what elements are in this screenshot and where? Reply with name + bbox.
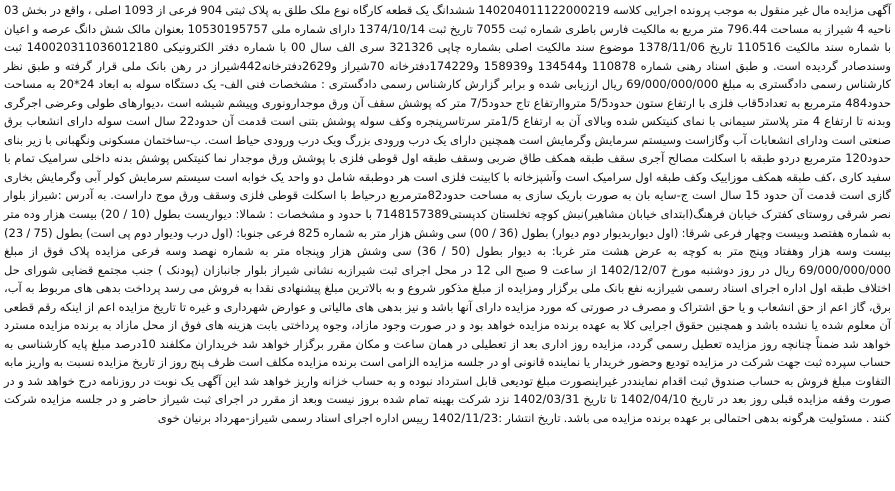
- auction-notice-text: آگهی مزایده مال غیر منقول به موجب پرونده اجرایی کلاسه 140204011122000219 ششدانگ یک قطعه کارگاه نوع ملک طلق به پلاک ثبتی 904 فرعی از 1093 اصلی ، واقع در بخش 03 ناحیه 4 شیراز به مساحت 796.44 متر مربع به مالکیت فارس باطری شماره ثبت 7055 تاریخ ثبت 1374/10/14 دارای شماره ملی 10530195757 بعنوان مالک شش دانگ عرصه و اعیان با شماره سند مالکیت 110516 تاریخ 1378/11/06 موضوع سند مالکیت اصلی بشماره چاپی 321326 سری الف سال 00 با شماره دفتر الکترونیکی 140020311036012180 ثبت وسندصادر گردیده است. و طبق اسناد رهنی شماره 110878 و134544 و158939 و174229دفترخانه 70شیراز و2629دفترخانه442شیراز در رهن بانک ملی قرار گرفته و طبق نظر کارشناس رسمی دادگستری به مبلغ 69/000/000/000 ریال ارزیابی شده و برابر گزارش کارشناس رسمی دادگستری : مشخصات فنی الف- یک دستگاه سوله به ابعاد 24*20 به مساحت حدود484 مترمربع به تعداد5قاب فلزی با ارتفاع ستون حدود5/5 مترواارتفاع تاج حدود7/5 متر که پوشش سقف آن ورق موجدارونوری وپیشم شیشه است ،دیوارهای طولی وعرضی اجرگری وبدنه تا ارتفاع 4 متر پلاستر سیمانی با نمای کنیتکس شده وبالای آن به ارتفاع 1/5متر سرتاسرپنجره وکف سوله پوشش بتنی است قدمت آن حدود22 سال است سوله دارای انشعاب برق صنعتی است ودارای انشعابات آب وگازاست وسیستم سرمایش وگرمایش است همچنین دارای یک درب ورودی بزرگ ویک درب ورودی حیاط است. ب-ساختمان مسکونی ونگهبانی با زیر بنای حدود120 مترمربع دردو طبقه با اسکلت مصالح آجری سقف طبقه همکف طاق ضربی وسقف طبقه اول قوطی فلزی با پوشش ورق موجدار نما کنیتکس پوشش بدنه داخلی سرامیک تمام با سفید کاری ،کف طبقه همکف موزاییک وکف طبقه اول سرامیک است وآشپزخانه با کابینت فلزی است هر دوطبقه شامل دو واحد یک خوابه است سیستم سرمایش کولر آبی وگرمایش بخاری گازی است قدمت آن حدود 15 سال است ج-سایه بان به صورت باریک سازی به مساحت حدود82مترمربع درحیاط با اسکلت قوطی فلزی وسقف ورق موج داراست. به آدرس :شیراز بلوار نصر شرقی روستای کفترک خیابان فرهنگ(ابتدای خیابان مشاهیر)نبش کوچه تخلستان کدپستی7148157389 با حدود و مشخصات : شمالا: دیواریست بطول (10 / 20) بیست هزار وده متر به شماره هفتصد وبیست وچهار فرعی شرقا: (اول دیواربدیوار دوم دیوار) بطول (36 / 00) سی وشش هزار متر به شماره 825 فرعی جنوبا: (اول درب ودیوار دوم پی است) بطول (75 / 23) بیست وسه هزار وهفتاد وپنج متر به کوچه به عرض هشت متر غربا: به دیوار بطول (50 / 36) سی وشش هزار وپنجاه متر به شماره نهصد وسه فرعی مزایده پلاک فوق از مبلغ 69/000/000/000 ریال در روز دوشنبه مورخ 1402/12/07 از ساعت 9 صبح الی 12 در محل اجرای ثبت شیرازبه نشانی شیراز بلوار جانبازان (پودنک ) جنب مجتمع قضایی شورای حل اختلاف طبقه اول اداره اجرای اسناد رسمی شیرازبه نفع بانک ملی برگزار ومزایده از مبلغ مذکور شروع و به بالاترین مبلغ پیشنهادی نقدا به فروش می رسد پرداخت بدهی های مربوط به آب، برق، گاز اعم از حق انشعاب و یا حق اشتراک و مصرف در صورتی که مورد مزایده دارای آنها باشد و نیز بدهی های مالیاتی و عوارض شهرداری و غیره تا تاریخ مزایده اعم از اینکه رقم قطعی آن معلوم شده یا نشده باشد و همچنین حقوق اجرایی کلا به عهده برنده مزایده خواهد بود و در صورت وجود مازاد، وجوه پرداختی بابت هزینه های فوق از محل مازاد به برنده مزایده مسترد خواهد شد ضمناً چنانچه روز مزایده تعطیل رسمی گردد، مزایده روز اداری بعد از تعطیلی در همان ساعت و مکان مقرر برگزار خواهد شد خریداران مکلفند 10درصد مبلغ پایه کارشناسی به حساب سپرده ثبت جهت شرکت در مزایده تودیع وحضور خریدار یا نماینده قانونی او در جلسه مزایده الزامی است برنده مزایده مکلف است ظرف پنج روز از تاریخ مزایده نسبت به واریز مابه التفاوت مبلغ فروش به حساب صندوق ثبت اقدام نماینددر غیراینصورت مبلغ تودیعی قابل استرداد نبوده و به حساب خزانه واریز خواهد شد این آگهی یک نوبت در روزنامه درج خواهد شد و در صورت وقفه مزایده قبلی روز بعد در تاریخ 1402/04/10 تا تاریخ 1402/03/31 نزد شرکت بهینه تمام شده بروز نیست وبعد از مقرر در اجرای ثبت شیراز حاضر و در جلسه مزایده شرکت کنند . مسئولیت هرگونه بدهی احتمالی بر عهده برنده مزایده می باشد. تاریخ انتشار :1402/11/23 رییس اداره اجرای اسناد رسمی شیراز-مهرداد برنیان خوی: [4, 3, 892, 426]
